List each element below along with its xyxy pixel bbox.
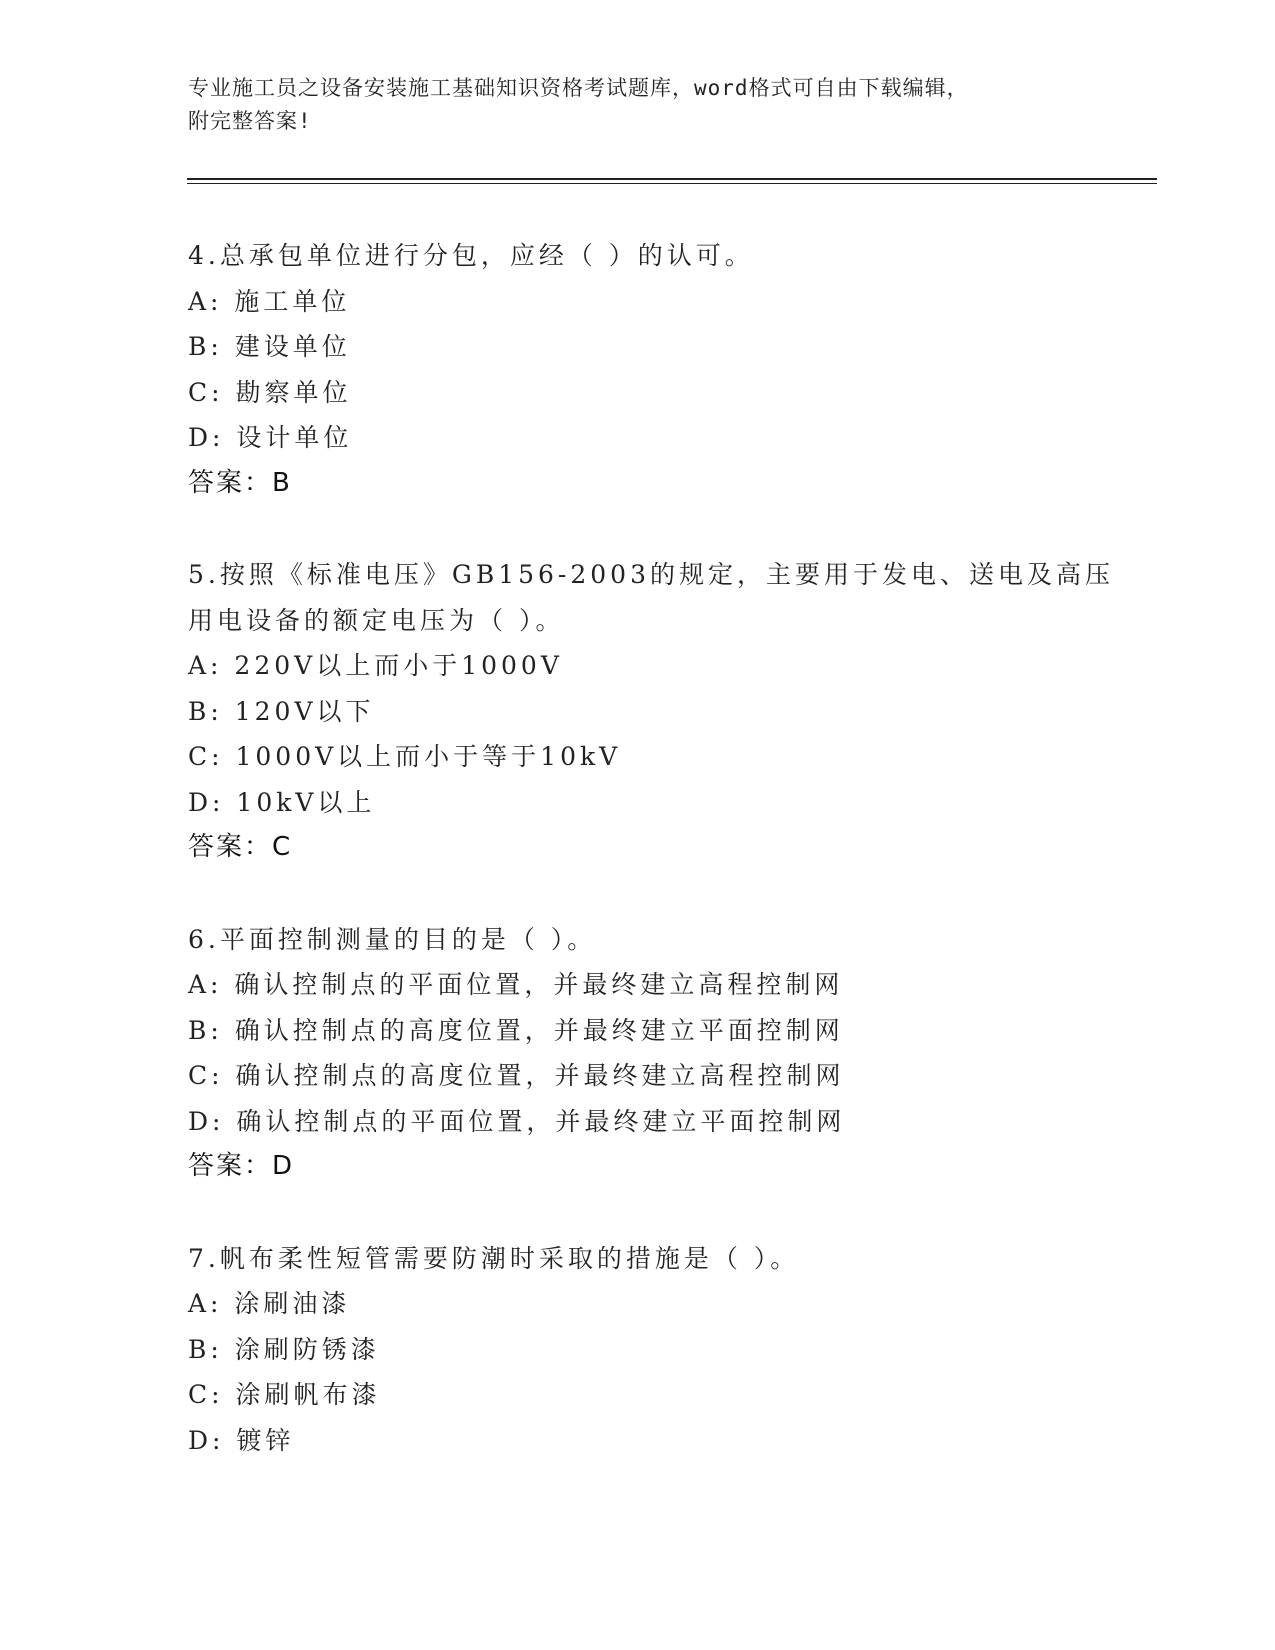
answer-label: 答案：C: [188, 832, 293, 862]
question-7: [188, 1236, 1088, 1464]
option-a: A: 施工单位: [188, 286, 351, 316]
question-stem: 5.按照《标准电压》GB156-2003的规定，主要用于发电、送电及高压: [188, 560, 1114, 589]
option-c: C: 1000V以上而小于等于10kV: [188, 742, 622, 771]
option-d: D: 确认控制点的平面位置，并最终建立平面控制网: [188, 1106, 846, 1136]
option-b: B: 涂刷防锈漆: [188, 1334, 380, 1364]
header-rule-thick: [187, 178, 1157, 180]
header-rule-thin: [187, 183, 1157, 184]
option-c: C: 确认控制点的高度位置，并最终建立高程控制网: [188, 1061, 845, 1090]
option-d: D: 镀锌: [188, 1425, 295, 1455]
option-a: A: 涂刷油漆: [188, 1289, 351, 1318]
question-4: [188, 233, 1088, 506]
answer-label: 答案：D: [188, 1151, 295, 1181]
question-stem: 7.帆布柔性短管需要防潮时采取的措施是（ ）。: [188, 1243, 800, 1273]
answer-label: 答案：B: [188, 467, 292, 498]
option-a: A: 确认控制点的平面位置，并最终建立高程控制网: [188, 970, 844, 999]
question-5: [188, 552, 1114, 871]
question-6: [188, 917, 1088, 1190]
question-list: [188, 233, 1114, 1509]
question-stem-continued: 用电设备的额定电压为（ ）。: [188, 605, 565, 635]
option-d: D: 10kV以上: [188, 787, 376, 817]
document-header: [188, 72, 1088, 138]
option-d: D: 设计单位: [188, 423, 353, 452]
option-b: B: 120V以下: [188, 696, 375, 726]
option-c: C: 勘察单位: [188, 377, 352, 407]
question-stem: 6.平面控制测量的目的是（ ）。: [188, 924, 597, 954]
option-a: A: 220V以上而小于1000V: [188, 651, 563, 680]
option-c: C: 涂刷帆布漆: [188, 1380, 381, 1409]
question-stem: 4.总承包单位进行分包，应经（ ）的认可。: [188, 241, 754, 270]
option-b: B: 确认控制点的高度位置，并最终建立平面控制网: [188, 1015, 844, 1045]
header-line-1: 专业施工员之设备安装施工基础知识资格考试题库，word格式可自由下载编辑，: [188, 76, 969, 100]
header-line-2: 附完整答案!: [188, 109, 312, 133]
option-b: B: 建设单位: [188, 332, 351, 361]
